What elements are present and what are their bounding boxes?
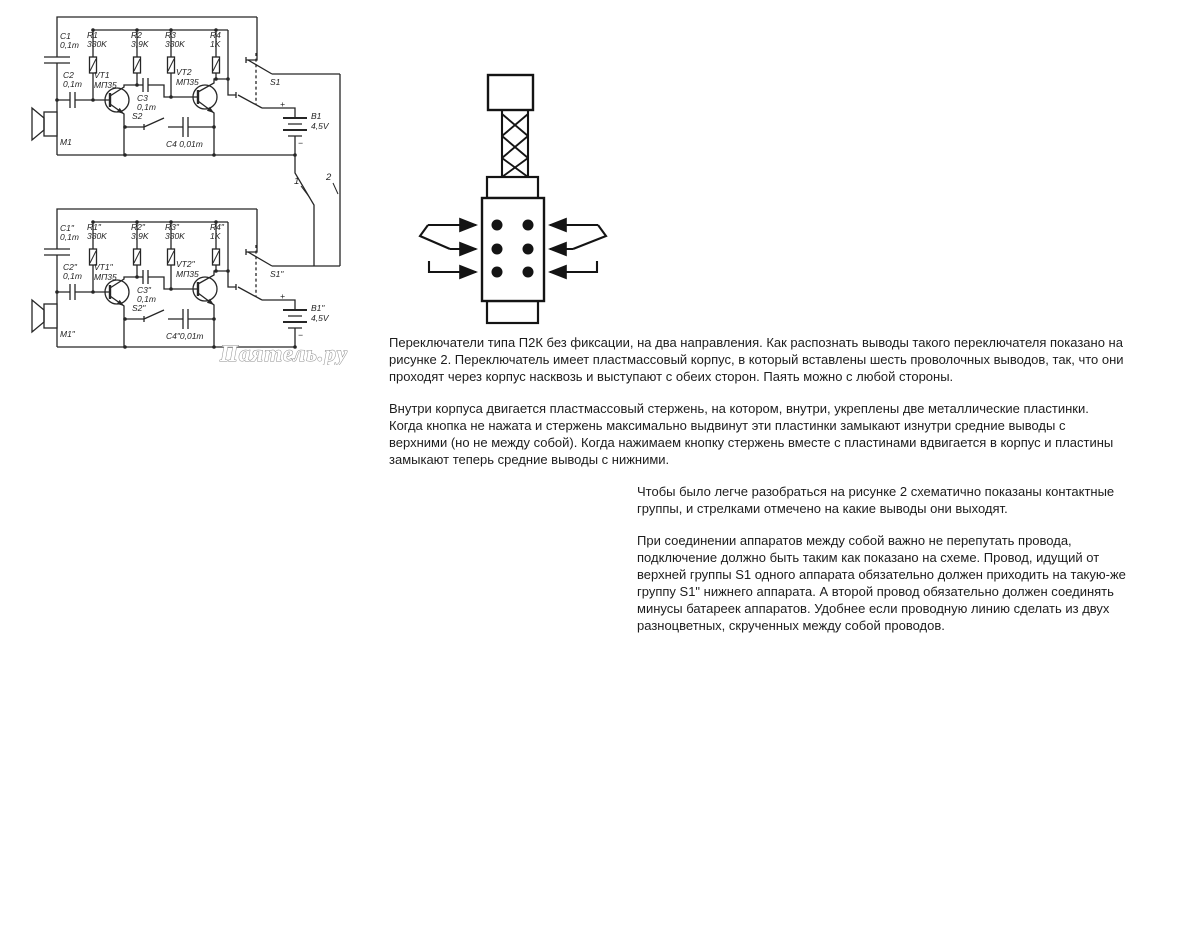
label-r2-prime-value: 3,9K (131, 231, 149, 241)
label-r3: R3 (165, 30, 176, 40)
label-vt1: VT1 (94, 70, 110, 80)
label-c1-prime: C1" (60, 223, 74, 233)
label-vt1-prime: VT1" (94, 262, 113, 272)
label-s1: S1 (270, 77, 281, 87)
label-vt2-prime: VT2" (176, 259, 195, 269)
label-r1-value: 330K (87, 39, 107, 49)
paragraph-wiring-note: При соединении аппаратов между собой важно не перепутать провода, подключение должно быть таким как показано на схеме. Провод, идущий от верхней группы S1 одного аппарата обязательно должен приходить на такую-же группу S1" нижнего аппарата. А второй провод обязательно должен соединять минусы батареек аппаратов. Удобнее если проводную линию сделать из двух разноцветных, скрученных между собой проводов. (637, 533, 1126, 633)
label-r2-prime: R2" (131, 222, 145, 232)
label-r3-value: 330K (165, 39, 185, 49)
label-plus: + (280, 99, 285, 109)
label-r4-prime-value: 1K (210, 231, 221, 241)
switch-body (482, 198, 544, 301)
wire-label-1: 1 (294, 176, 300, 187)
label-r1-prime-value: 330K (87, 231, 107, 241)
article-text (389, 334, 1126, 649)
label-vt1-prime-type: МП35 (94, 272, 117, 282)
label-c1-value: 0,1m (60, 40, 79, 50)
label-r2: R2 (131, 30, 142, 40)
label-c2-prime: C2" (63, 262, 77, 272)
switch-spring (502, 110, 528, 177)
label-c2: C2 (63, 70, 74, 80)
right-contact-arrows (550, 225, 606, 272)
label-c3-value: 0,1m (137, 102, 156, 112)
left-contact-arrows (420, 225, 476, 272)
label-r1: R1 (87, 30, 98, 40)
label-r3-prime: R3" (165, 222, 179, 232)
label-c1: C1 (60, 31, 71, 41)
intercom-schematic-image (30, 5, 370, 365)
interconnect-wires (295, 74, 340, 266)
label-vt2: VT2 (176, 67, 192, 77)
wire-label-2: 2 (326, 172, 332, 183)
label-c4-prime: C4"0,01m (166, 331, 204, 341)
label-c3-prime: C3" (137, 285, 151, 295)
label-r1-prime: R1" (87, 222, 101, 232)
label-s2-prime: S2" (132, 303, 146, 313)
label-c1-prime-value: 0,1m (60, 232, 79, 242)
label-r3-prime-value: 330K (165, 231, 185, 241)
label-b1-prime: B1" (311, 303, 325, 313)
label-c2-value: 0,1m (63, 79, 82, 89)
label-r4-prime: R4" (210, 222, 224, 232)
watermark: Паятель.ру (220, 341, 348, 365)
label-c2-prime-value: 0,1m (63, 271, 82, 281)
label-s1-prime: S1" (270, 269, 284, 279)
label-vt1-type: МП35 (94, 80, 117, 90)
label-b1: B1 (311, 111, 322, 121)
label-plus-prime: + (280, 291, 285, 301)
label-s2: S2 (132, 111, 143, 121)
label-b1-value: 4,5V (311, 121, 329, 131)
label-minus: − (298, 138, 303, 148)
switch-collar (487, 177, 538, 198)
label-c3: C3 (137, 93, 148, 103)
label-vt2-prime-type: МП35 (176, 269, 199, 279)
switch-bottom-tab (487, 301, 538, 323)
paragraph-figure-note: Чтобы было легче разобраться на рисунке 2 схематично показаны контактные группы, и стрелками отмечено на какие выводы они выходят. (637, 484, 1115, 516)
label-r4-value: 1K (210, 39, 221, 49)
paragraph-switch-intro: Переключатели типа П2К без фиксации, на два направления. Как распознать выводы такого переключателя показано на рисунке 2. Переключатель имеет пластмассовый корпус, в который вставлены шесть проволочных выводов, так, что они проходят через корпус насквозь и выступают с обеих сторон. Паять можно с любой стороны. (389, 335, 1124, 384)
label-minus-prime: − (298, 330, 303, 340)
label-c4: C4 0,01m (166, 139, 203, 149)
label-m1: M1 (60, 137, 72, 147)
label-r2-value: 3,9K (131, 39, 149, 49)
label-c3-prime-value: 0,1m (137, 294, 156, 304)
switch-button-cap (488, 75, 533, 110)
label-vt2-type: МП35 (176, 77, 199, 87)
label-m1-prime: M1" (60, 329, 75, 339)
paragraph-switch-operation: Внутри корпуса двигается пластмассовый стержень, на котором, внутри, укреплены две металлические пластинки. Когда кнопка не нажата и стержень максимально выдвинут эти пластинки замыкают изнутри средние выводы с верхними (но не между собой). Когда нажимаем кнопку стержень вместе с пластинами вдвигается в корпус и пластины замыкают теперь средние выводы с нижними. (389, 401, 1114, 467)
switch-figure-image (395, 58, 625, 343)
label-b1-prime-value: 4,5V (311, 313, 329, 323)
label-r4: R4 (210, 30, 221, 40)
